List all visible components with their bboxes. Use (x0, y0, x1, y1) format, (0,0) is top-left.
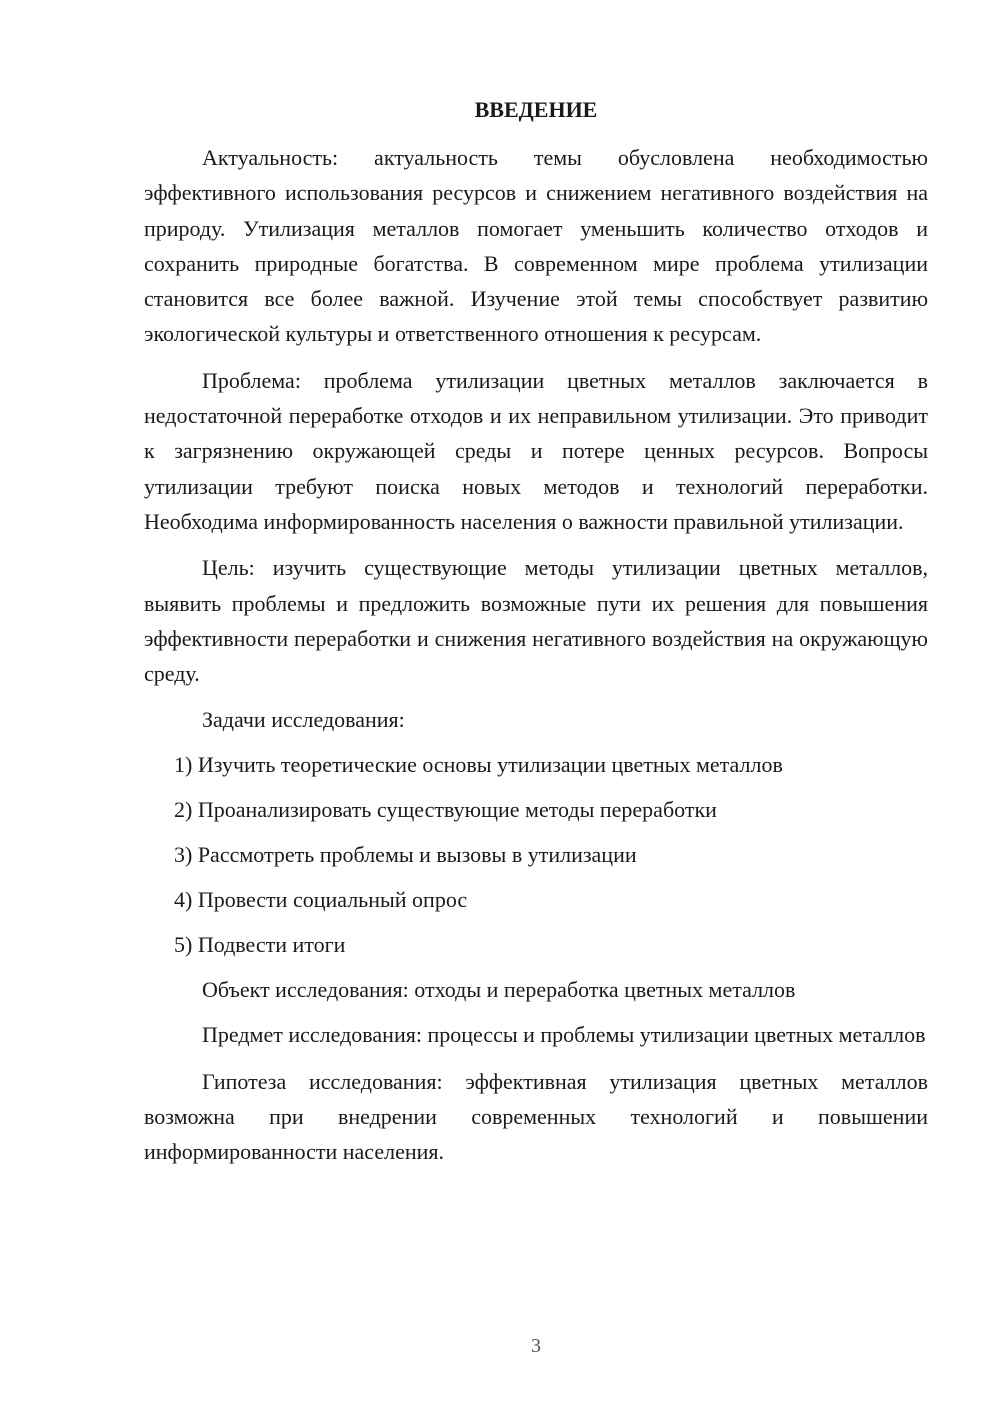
tasks-list (144, 747, 928, 962)
object-paragraph: Объект исследования: отходы и переработка цветных металлов (202, 977, 796, 1003)
section-heading: ВВЕДЕНИЕ (474, 97, 598, 122)
subject-paragraph: Предмет исследования: процессы и проблемы утилизации цветных металлов (202, 1022, 926, 1048)
list-item: 1) Изучить теоретические основы утилизации цветных металлов (174, 752, 783, 778)
page-number: 3 (531, 1335, 541, 1357)
list-item: 3) Рассмотреть проблемы и вызовы в утилизации (174, 842, 637, 868)
list-item: 5) Подвести итоги (174, 932, 346, 958)
list-item: 2) Проанализировать существующие методы переработки (174, 797, 717, 823)
goal-paragraph: Цель: изучить существующие методы утилизации цветных металлов, выявить проблемы и предложить возможные пути их решения для повышения эффективности переработки и снижения негативного воздействия на окружающую среду. (144, 555, 928, 687)
hypothesis-paragraph: Гипотеза исследования: эффективная утилизация цветных металлов возможна при внедрении современных технологий и повышении информированности населения. (144, 1068, 928, 1165)
page-content (144, 92, 928, 1181)
list-item: 4) Провести социальный опрос (174, 887, 468, 913)
tasks-label: Задачи исследования: (202, 707, 405, 733)
problem-paragraph: Проблема: проблема утилизации цветных металлов заключается в недостаточной переработке отходов и их неправильном утилизации. Это приводит к загрязнению окружающей среды и потере ценных ресурсов. Вопросы утилизации требуют поиска новых методов и технологий переработки. Необходима информированность населения о важности правильной утилизации. (144, 367, 928, 534)
relevance-paragraph: Актуальность: актуальность темы обусловлена необходимостью эффективного использования ресурсов и снижением негативного воздействия на природу. Утилизация металлов помогает уменьшить количество отходов и сохранить природные богатства. В современном мире проблема утилизации становится все более важной. Изучение этой темы способствует развитию экологической культуры и ответственного отношения к ресурсам. (144, 145, 928, 347)
